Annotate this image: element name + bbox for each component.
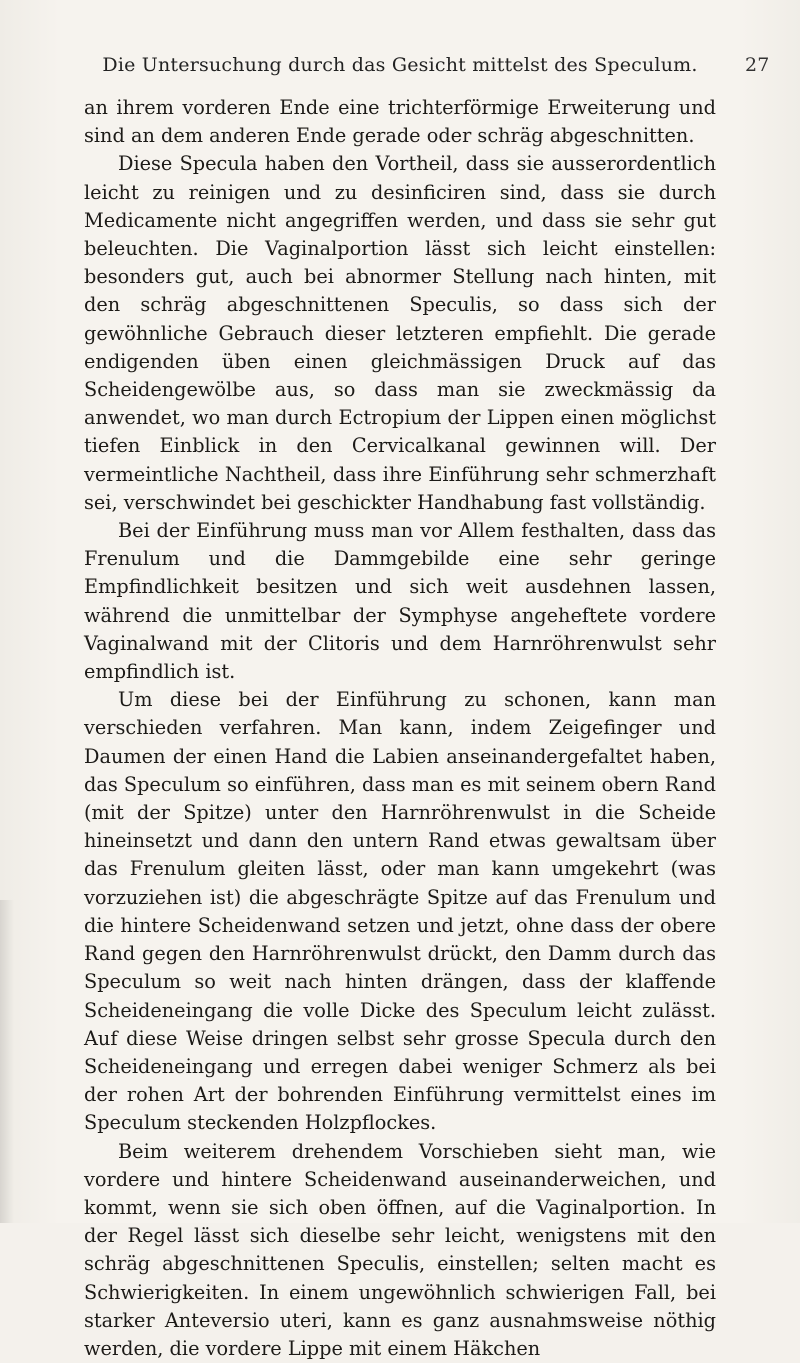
paragraph: an ihrem vorderen Ende eine trichterförmige Erweiterung und sind an dem anderen Ende gerade oder schräg abgeschnitten. [84, 96, 716, 148]
paragraph: Um diese bei der Einführung zu schonen, kann man verschieden verfahren. Man kann, indem Zeigefinger und Daumen der einen Hand die Labien anseinandergefaltet haben, das Speculum so einführen, dass man es mit seinem obern Rand (mit der Spitze) unter den Harnröhrenwulst in die Scheide hineinsetzt und dann den untern Rand etwas gewaltsam über das Frenulum gleiten lässt, oder man kann umgekehrt (was vorzuziehen ist) die abgeschrägte Spitze auf das Frenulum und die hintere Scheidenwand setzen und jetzt, ohne dass der obere Rand gegen den Harnröhrenwulst drückt, den Damm durch das Speculum so weit nach hinten drängen, dass der klaffende Scheideneingang die volle Dicke des Speculum leicht zulässt. Auf diese Weise dringen selbst sehr grosse Specula durch den Scheideneingang und erregen dabei weniger Schmerz als bei der rohen Art der bohrenden Einführung vermittelst eines im Speculum steckenden Holzpflockes. [84, 688, 716, 1135]
body-text [84, 94, 716, 1363]
running-title: Die Untersuchung durch das Gesicht mittelst des Speculum. [102, 54, 698, 76]
page-edge-shadow [0, 900, 14, 1223]
paragraph: Diese Specula haben den Vortheil, dass sie ausserordentlich leicht zu reinigen und zu desinficiren sind, dass sie durch Medicamente nicht angegriffen werden, und dass sie sehr gut beleuchten. Die Vaginalportion lässt sich leicht einstellen: besonders gut, auch bei abnormer Stellung nach hinten, mit den schräg abgeschnittenen Speculis, so dass sich der gewöhnliche Gebrauch dieser letzteren empfiehlt. Die gerade endigenden üben einen gleichmässigen Druck auf das Scheidengewölbe aus, so dass man sie zweckmässig da anwendet, wo man durch Ectropium der Lippen einen möglichst tiefen Einblick in den Cervicalkanal gewinnen will. Der vermeintliche Nachtheil, dass ihre Einführung sehr schmerzhaft sei, verschwindet bei geschickter Handhabung fast vollständig. [84, 152, 716, 514]
running-header [0, 54, 800, 76]
page-number: 27 [745, 54, 770, 76]
paragraph: Bei der Einführung muss man vor Allem festhalten, dass das Frenulum und die Dammgebilde eine sehr geringe Empfindlichkeit besitzen und sich weit ausdehnen lassen, während die unmittelbar der Symphyse angeheftete vordere Vaginalwand mit der Clitoris und dem Harnröhrenwulst sehr empfindlich ist. [84, 519, 716, 684]
paragraph: Beim weiterem drehendem Vorschieben sieht man, wie vordere und hintere Scheidenwand auseinanderweichen, und kommt, wenn sie sich oben öffnen, auf die Vaginalportion. In der Regel lässt sich dieselbe sehr leicht, wenigstens mit den schräg abgeschnittenen Speculis, einstellen; selten macht es Schwierigkeiten. In einem ungewöhnlich schwierigen Fall, bei starker Anteversio uteri, kann es ganz ausnahmsweise nöthig werden, die vordere Lippe mit einem Häkchen [84, 1139, 716, 1360]
